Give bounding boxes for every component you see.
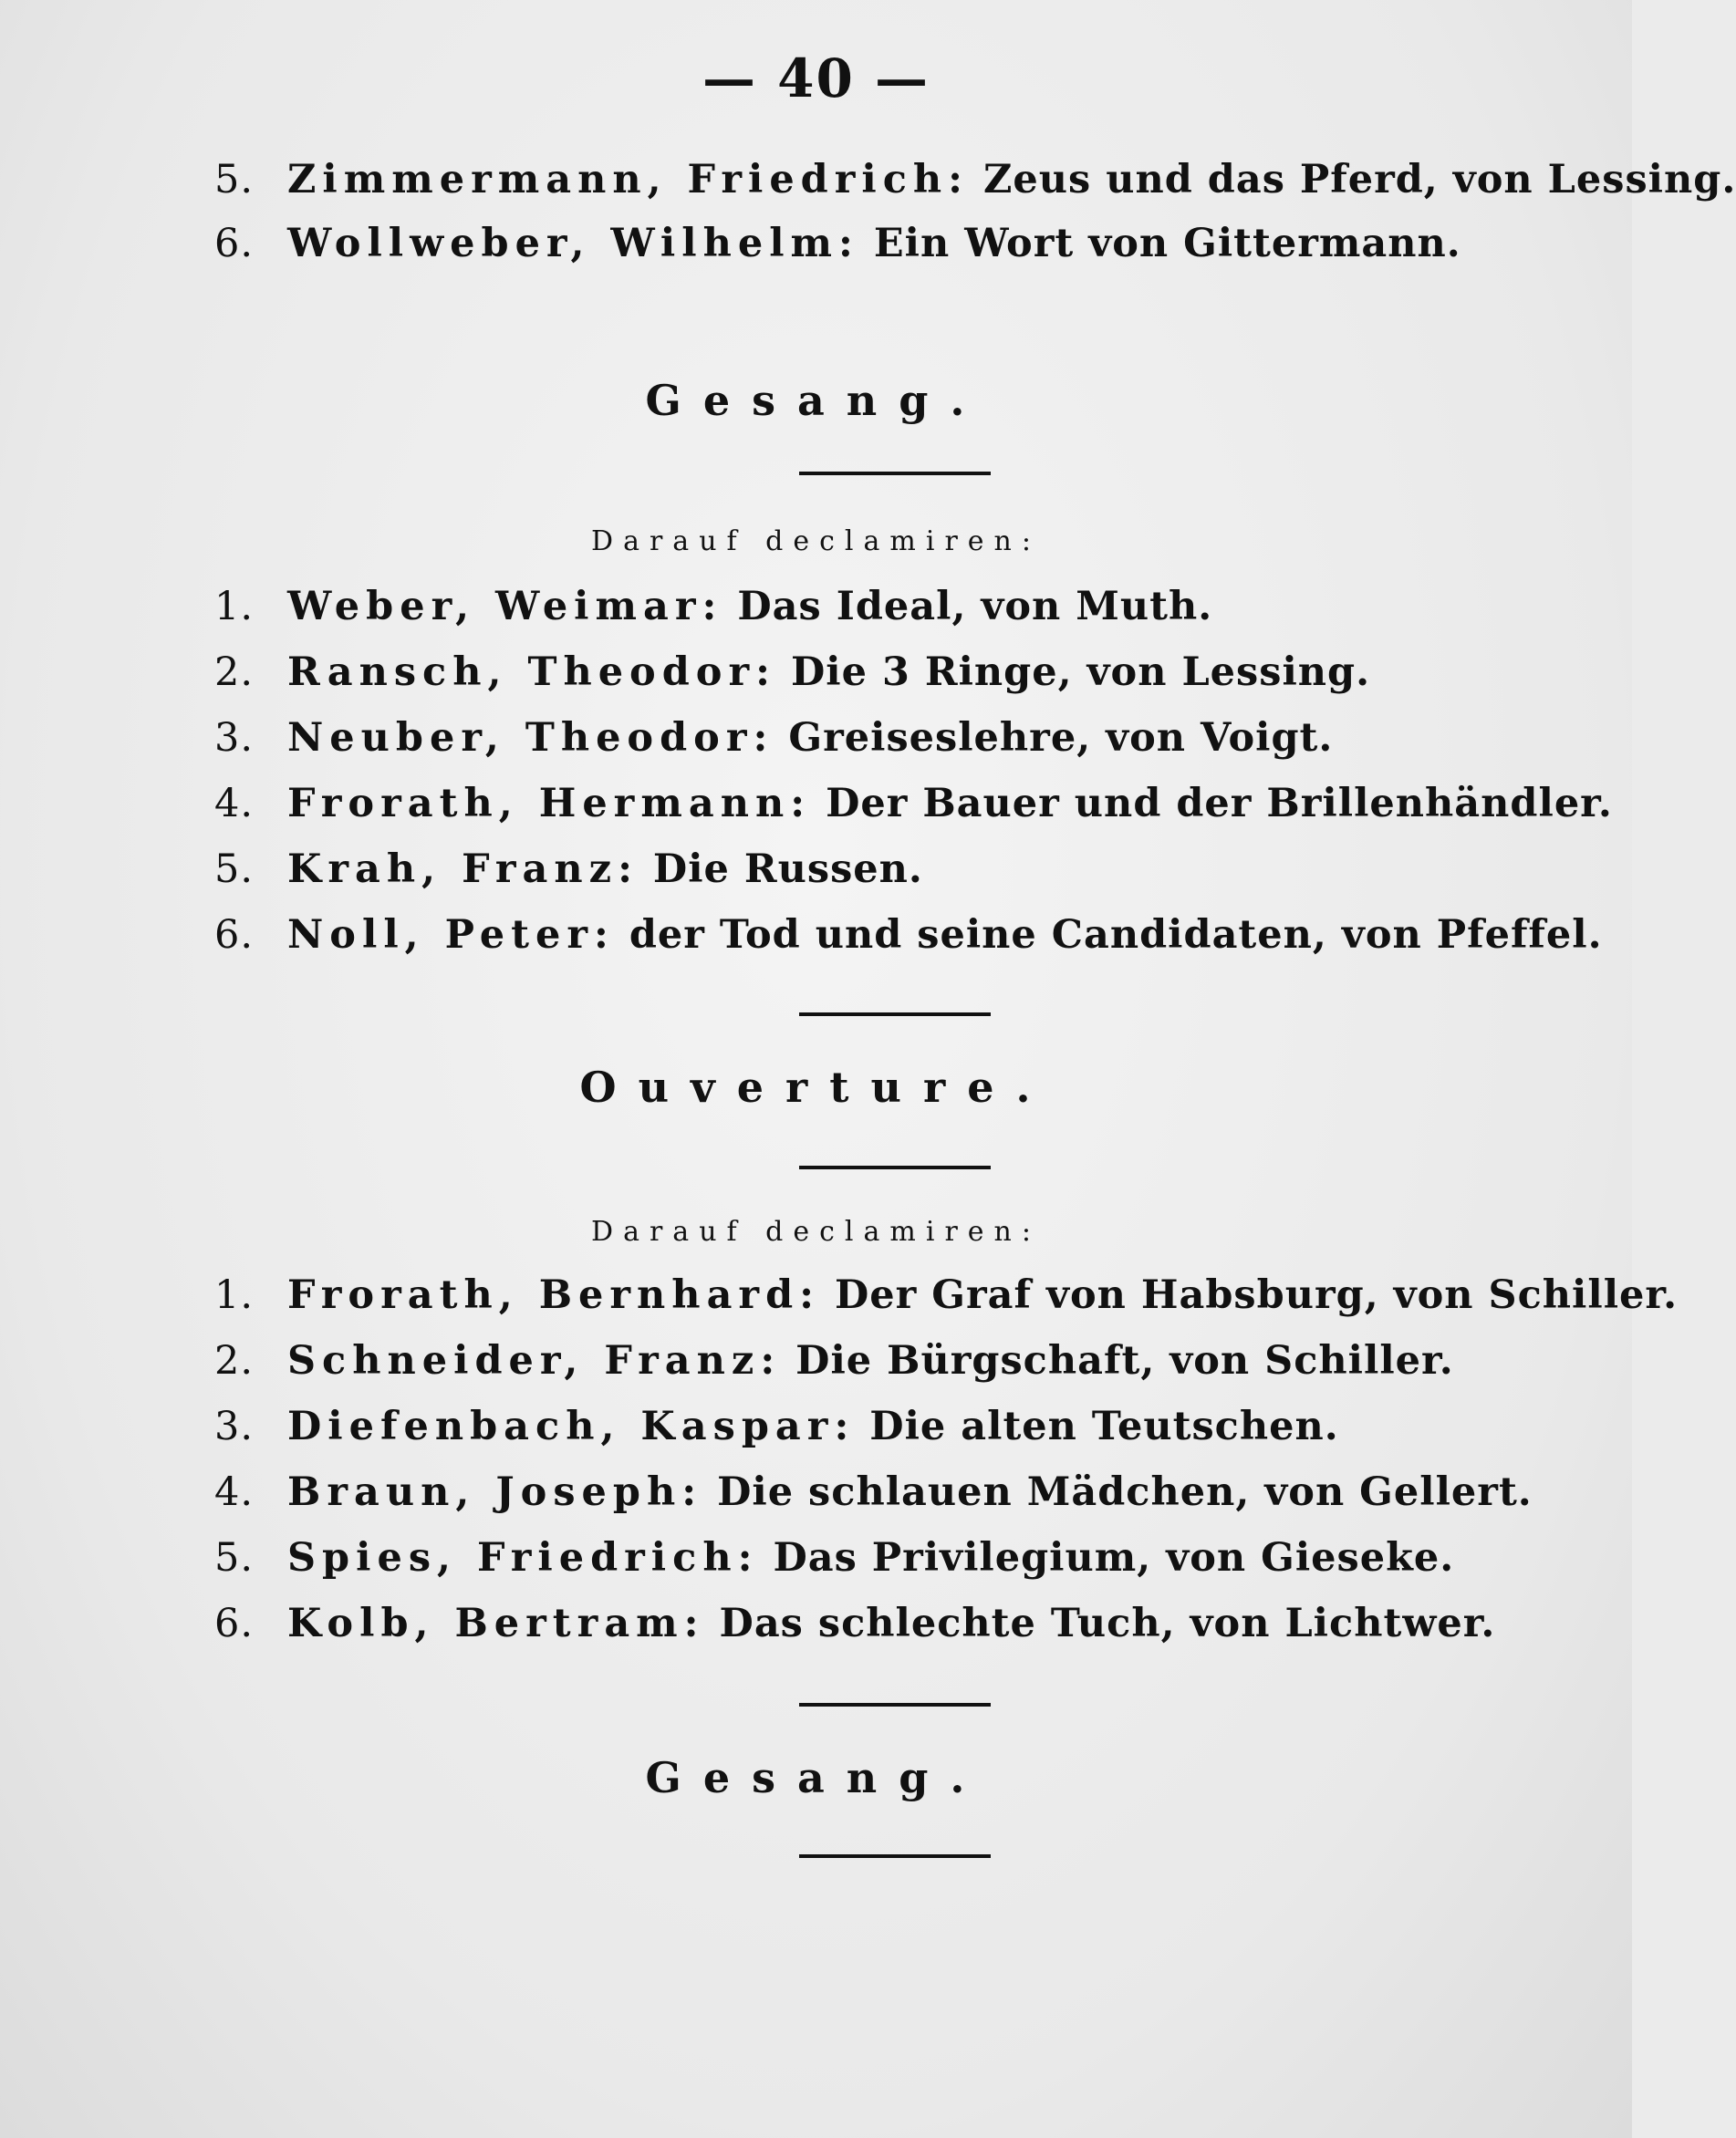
list-item: [214, 221, 1492, 285]
list-item: [214, 846, 1492, 910]
performer-name: Weber, Weimar:: [287, 584, 723, 629]
performer-name: Krah, Franz:: [287, 846, 639, 892]
performer-name: Ransch, Theodor:: [287, 649, 777, 695]
list-item: [214, 157, 1736, 221]
performer-name: Zimmermann, Friedrich:: [287, 157, 970, 202]
item-number: 1.: [214, 584, 255, 629]
page-number: — 40 —: [702, 47, 930, 109]
list-item: [214, 649, 1492, 713]
list-item: [214, 912, 1603, 976]
performer-name: Kolb, Bertram:: [287, 1601, 705, 1646]
list-item: [214, 584, 1492, 648]
item-number: 5.: [214, 1535, 255, 1581]
item-number: 5.: [214, 157, 255, 202]
poem-title: Die 3 Ringe, von Lessing.: [776, 649, 1371, 695]
section-subheading: Darauf declamiren:: [591, 1216, 1041, 1248]
list-item: [214, 1535, 1492, 1599]
item-number: 6.: [214, 221, 255, 266]
performer-name: Spies, Friedrich:: [287, 1535, 759, 1581]
performer-name: Wollweber, Wilhelm:: [287, 221, 859, 266]
poem-title: Ein Wort von Gittermann.: [858, 221, 1461, 266]
list-item: [214, 1272, 1679, 1336]
section-heading: Ouverture.: [579, 1063, 1053, 1112]
poem-title: Greiseslehre, von Voigt.: [774, 715, 1334, 761]
performer-name: Neuber, Theodor:: [287, 715, 774, 761]
poem-title: Die schlauen Mädchen, von Gellert.: [702, 1469, 1533, 1515]
item-number: 4.: [214, 1469, 255, 1515]
section-heading: Gesang.: [645, 1753, 987, 1802]
list-item: [214, 781, 1613, 845]
list-item: [214, 1601, 1496, 1665]
performer-name: Diefenbach, Kaspar:: [287, 1404, 856, 1449]
poem-title: Das Ideal, von Muth.: [722, 584, 1213, 629]
divider: [799, 472, 991, 475]
performer-name: Frorath, Bernhard:: [287, 1272, 821, 1318]
divider: [799, 1012, 991, 1016]
item-number: 3.: [214, 1404, 255, 1449]
poem-title: Der Bauer und der Brillenhändler.: [811, 781, 1613, 826]
list-item: [214, 1338, 1492, 1402]
divider: [799, 1166, 991, 1169]
section-heading: Gesang.: [645, 376, 987, 425]
performer-name: Schneider, Franz:: [287, 1338, 782, 1384]
item-number: 6.: [214, 912, 255, 958]
list-item: [214, 1469, 1533, 1533]
poem-title: Die Bürgschaft, von Schiller.: [781, 1338, 1454, 1384]
item-number: 2.: [214, 1338, 255, 1384]
list-item: [214, 715, 1492, 779]
item-number: 3.: [214, 715, 255, 761]
divider: [799, 1854, 991, 1858]
divider: [799, 1703, 991, 1707]
section-subheading: Darauf declamiren:: [591, 525, 1041, 557]
poem-title: Zeus und das Pferd, von Lessing.: [969, 157, 1736, 202]
poem-title: Das Privilegium, von Gieseke.: [758, 1535, 1455, 1581]
item-number: 1.: [214, 1272, 255, 1318]
performer-name: Noll, Peter:: [287, 912, 615, 958]
poem-title: Die alten Teutschen.: [855, 1404, 1339, 1449]
poem-title: der Tod und seine Candidaten, von Pfeffel.: [614, 912, 1603, 958]
item-number: 4.: [214, 781, 255, 826]
poem-title: Der Graf von Habsburg, von Schiller.: [820, 1272, 1679, 1318]
list-item: [214, 1404, 1492, 1468]
poem-title: Das schlechte Tuch, von Lichtwer.: [704, 1601, 1496, 1646]
item-number: 5.: [214, 846, 255, 892]
performer-name: Braun, Joseph:: [287, 1469, 703, 1515]
poem-title: Die Russen.: [638, 846, 923, 892]
item-number: 6.: [214, 1601, 255, 1646]
item-number: 2.: [214, 649, 255, 695]
performer-name: Frorath, Hermann:: [287, 781, 812, 826]
